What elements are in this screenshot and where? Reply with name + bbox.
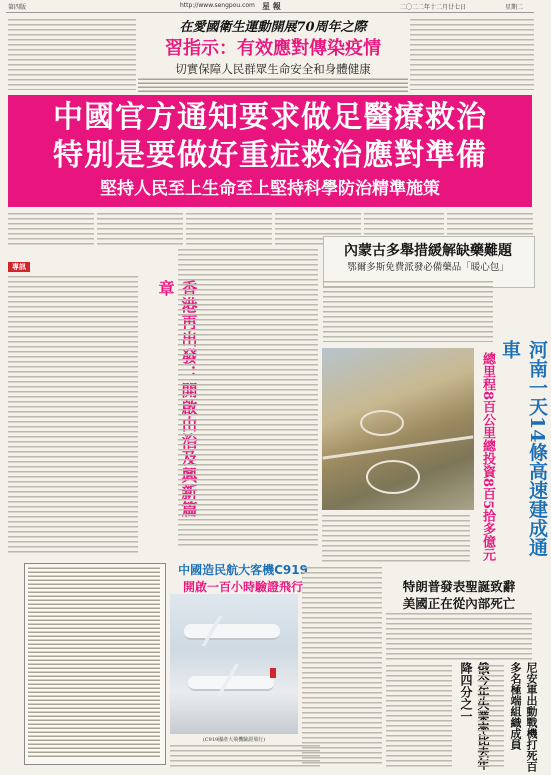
top-right-text — [410, 18, 534, 90]
henan-text — [322, 514, 470, 564]
lead-subhead: 堅持人民至上生命至上堅持科學防治精準施策 — [100, 179, 440, 199]
top-story-text — [138, 78, 408, 92]
inner-mongolia-text — [323, 280, 493, 342]
c919-photo — [170, 594, 298, 734]
masthead-url[interactable]: http://www.sengpou.com — [180, 2, 255, 9]
inner-mongolia-headline: 內蒙古多舉措緩解缺藥難題 — [344, 243, 512, 259]
trump-headline-1: 特朗普發表聖誕致辭 — [402, 579, 516, 594]
top-subhead: 切實保障人民群眾生命安全和身體健康 — [175, 62, 371, 76]
lead-col-1 — [8, 212, 94, 246]
trump-story-text — [386, 612, 532, 660]
trump-text — [302, 566, 382, 766]
top-kicker: 在愛國衛生運動開展70周年之際 — [179, 20, 367, 35]
top-headline: 習指示：有效應對傳染疫情 — [165, 38, 381, 59]
interchange-loop — [360, 410, 404, 436]
lead-col-2 — [97, 212, 183, 246]
airplane-tail-mark — [270, 668, 276, 678]
c919-text — [170, 744, 320, 770]
listings-text — [28, 567, 160, 759]
trump-headline-2: 美國正在從內部死亡 — [402, 596, 516, 611]
lead-headline-1: 中國官方通知要求做足醫療救治 — [53, 100, 487, 135]
c919-headline-2: 開啟一百小時驗證飛行 — [182, 580, 303, 594]
nigeria-vertical-headline: 尼安軍出動戰機打死百多名極端組織成員 — [509, 662, 538, 772]
nigeria-text — [478, 664, 504, 768]
masthead-weekday: 星期二 — [505, 4, 524, 11]
russia-text — [386, 664, 452, 768]
masthead-rule — [6, 12, 534, 13]
paper-name: 星 報 — [262, 2, 281, 11]
hk-vertical-headline: 香港再出發：開啟由治及興新篇章 — [156, 280, 198, 518]
hk-text-right — [178, 248, 318, 548]
henan-subtitle: 總里程8百公里總投資8百5拾多億元 — [480, 352, 495, 562]
top-left-text — [8, 18, 136, 90]
highway-road — [323, 435, 474, 459]
lead-col-6 — [447, 212, 533, 236]
lead-col-3 — [186, 212, 272, 246]
interchange-loop-2 — [366, 460, 420, 494]
page-number: 第四版 — [8, 4, 27, 11]
hk-text-left — [8, 275, 138, 555]
inner-mongolia-subhead: 鄂爾多斯免費派發必備藥品「暖心包」 — [347, 262, 509, 273]
masthead-date: 二〇二二年十二月廿七日 — [400, 4, 467, 11]
russia-vertical-headline: 俄今年失業率比去年降四分之一 — [459, 662, 490, 770]
c919-headline-1: 中國造民航大客機C919 — [178, 563, 308, 577]
highway-photo — [322, 348, 474, 510]
lead-headline-2: 特別是要做好重症救治應對準備 — [53, 138, 487, 173]
section-tag: 專訊 — [8, 262, 30, 272]
henan-title: 河南一天14條高速建成通車 — [499, 340, 548, 557]
c919-caption: (C919國產大飛機驗證飛行) — [202, 737, 266, 743]
lead-col-5 — [364, 212, 444, 236]
airplane-1 — [184, 624, 280, 640]
masthead — [0, 0, 540, 12]
